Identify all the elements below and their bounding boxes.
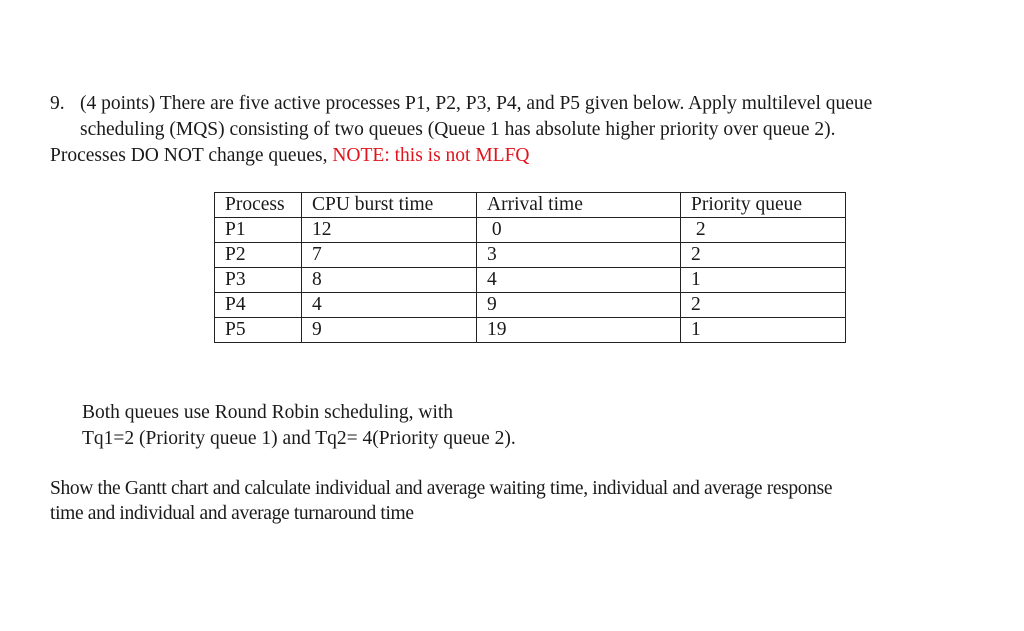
scheduling-note-line-2: Tq1=2 (Priority queue 1) and Tq2= 4(Priority queue 2). <box>82 428 516 449</box>
header-arrival-time: Arrival time <box>477 193 681 218</box>
task-line-2: time and individual and average turnaround time <box>50 503 414 524</box>
question-number: 9. <box>50 93 65 114</box>
process-table <box>214 192 846 343</box>
cell-arrival: 3 <box>477 243 681 268</box>
cell-arrival: 19 <box>477 318 681 343</box>
header-priority-queue: Priority queue <box>681 193 846 218</box>
question-intro-text: (4 points) There are five active processes P1, P2, P3, P4, and P5 given below. Apply multilevel queue <box>80 93 873 114</box>
cell-process: P5 <box>215 318 302 343</box>
table-row <box>215 243 846 268</box>
cell-arrival: 4 <box>477 268 681 293</box>
table-row <box>215 293 846 318</box>
cell-arrival: 0 <box>477 218 681 243</box>
cell-burst: 12 <box>302 218 477 243</box>
cell-burst: 7 <box>302 243 477 268</box>
mlfq-note: NOTE: this is not MLFQ <box>332 145 530 166</box>
cell-queue: 2 <box>681 243 846 268</box>
cell-process: P3 <box>215 268 302 293</box>
header-cpu-burst-time: CPU burst time <box>302 193 477 218</box>
question-line-3 <box>50 144 530 168</box>
table-row <box>215 218 846 243</box>
question-line-1 <box>50 92 872 116</box>
cell-burst: 8 <box>302 268 477 293</box>
cell-burst: 4 <box>302 293 477 318</box>
queue-rule-text: Processes DO NOT change queues, <box>50 145 333 166</box>
cell-process: P2 <box>215 243 302 268</box>
cell-queue: 2 <box>681 218 846 243</box>
header-process: Process <box>215 193 302 218</box>
table-row <box>215 318 846 343</box>
cell-queue: 1 <box>681 318 846 343</box>
cell-queue: 1 <box>681 268 846 293</box>
cell-burst: 9 <box>302 318 477 343</box>
cell-arrival: 9 <box>477 293 681 318</box>
table-row <box>215 268 846 293</box>
cell-process: P1 <box>215 218 302 243</box>
cell-queue: 2 <box>681 293 846 318</box>
scheduling-note-line-1: Both queues use Round Robin scheduling, with <box>82 402 454 423</box>
question-line-2: scheduling (MQS) consisting of two queues (Queue 1 has absolute higher priority over queue 2). <box>80 119 836 140</box>
task-line-1: Show the Gantt chart and calculate individual and average waiting time, individual and average response <box>50 478 833 499</box>
cell-process: P4 <box>215 293 302 318</box>
table-header-row <box>215 193 846 218</box>
